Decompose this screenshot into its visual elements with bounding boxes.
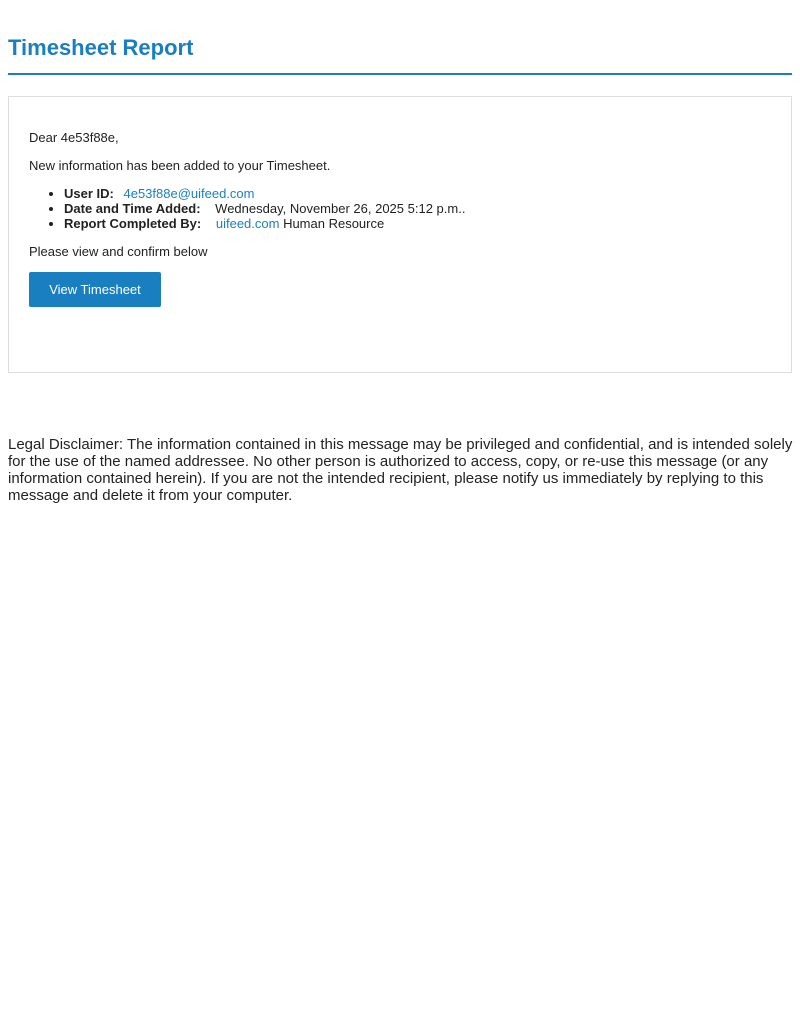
user-id-link[interactable]: 4e53f88e@uifeed.com <box>123 186 255 201</box>
title-divider <box>8 73 792 75</box>
completed-by-label: Report Completed By: <box>64 216 202 231</box>
message-card <box>8 96 792 373</box>
date-added-label: Date and Time Added: <box>64 201 201 216</box>
detail-user-id <box>64 186 465 201</box>
greeting-text: Dear 4e53f88e, <box>29 130 119 145</box>
page-title: Timesheet Report <box>8 35 194 60</box>
view-timesheet-button[interactable]: View Timesheet <box>29 272 161 307</box>
confirm-text: Please view and confirm below <box>29 244 208 259</box>
completed-by-suffix: Human Resource <box>279 216 385 231</box>
intro-text: New information has been added to your Timesheet. <box>29 158 331 173</box>
details-list <box>29 186 465 231</box>
completed-by-link[interactable]: uifeed.com <box>215 216 280 231</box>
detail-completed-by <box>64 216 465 231</box>
user-id-label: User ID: <box>64 186 114 201</box>
legal-disclaimer: Legal Disclaimer: The information contained in this message may be privileged and confidential, and is intended solely for the use of the named addressee. No other person is authorized to access, copy, or re-use this message (or any information contained herein). If you are not the intended recipient, please notify us immediately by replying to this message and delete it from your computer. <box>8 436 793 504</box>
detail-date-added <box>64 201 465 216</box>
date-added-value: Wednesday, November 26, 2025 5:12 p.m.. <box>215 201 466 216</box>
